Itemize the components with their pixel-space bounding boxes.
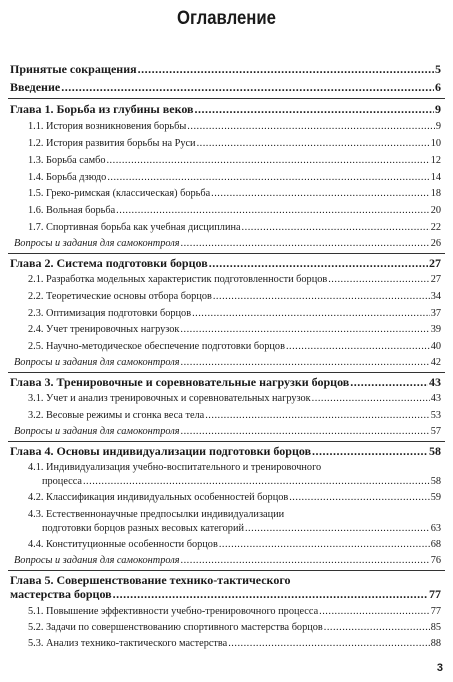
toc-entry-page: 76 (430, 555, 441, 566)
toc-entry-label: Вопросы и задания для самоконтроля (14, 238, 180, 249)
toc-entry-page: 20 (430, 205, 441, 216)
toc-entry-page: 37 (430, 308, 441, 319)
toc-entry-1-5 (0, 188, 453, 200)
toc-entry-label: 2.1. Разработка модельных характеристик подготовленности борцов (28, 274, 328, 285)
dot-leader (116, 205, 430, 217)
toc-entry-label: 2.5. Научно-методическое обеспечение подготовки борцов (28, 341, 285, 352)
toc-entry-label: Принятые сокращения (10, 62, 137, 76)
toc-entry-label: 1.2. История развития борьбы на Руси (28, 138, 196, 149)
dot-leader (61, 80, 434, 94)
toc-entry-page: 12 (430, 155, 441, 166)
toc-entry-page: 26 (430, 238, 441, 249)
toc-chapter-2 (0, 256, 453, 270)
dot-leader (113, 587, 428, 601)
toc-entry-1-3 (0, 155, 453, 167)
toc-entry-page: 5 (435, 62, 441, 76)
dot-leader (209, 256, 428, 270)
dot-leader (195, 102, 434, 116)
toc-chapter-4 (0, 444, 453, 458)
dot-leader (205, 410, 429, 422)
toc-entry-label: 3.2. Весовые режимы и сгонка веса тела (28, 410, 205, 421)
toc-entry-2-5 (0, 341, 453, 353)
toc-entry-label: 2.3. Оптимизация подготовки борцов (28, 308, 192, 319)
toc-entry-page: 57 (430, 426, 441, 437)
toc-entry-1-2 (0, 138, 453, 150)
toc-entry-page: 22 (430, 222, 441, 233)
toc-entry-page: 85 (430, 622, 441, 633)
toc-entry-label-cont: подготовки борцов разных весовых категорий (42, 523, 244, 534)
toc-entry-page: 40 (430, 341, 441, 352)
dot-leader (289, 492, 429, 504)
dot-leader (242, 222, 430, 234)
toc-entry-label: Глава 2. Система подготовки борцов (10, 256, 208, 270)
toc-entry-page: 9 (435, 121, 441, 132)
toc-entry-page: 14 (430, 172, 441, 183)
toc-entry-label: Введение (10, 80, 61, 94)
toc-entry-page: 63 (430, 523, 441, 534)
toc-entry-5-3 (0, 638, 453, 650)
toc-entry-label: Вопросы и задания для самоконтроля (14, 555, 180, 566)
toc-entry-2-1 (0, 274, 453, 286)
dot-leader (106, 155, 429, 167)
dot-leader (181, 238, 430, 250)
dot-leader (181, 357, 430, 369)
divider (8, 372, 445, 373)
dot-leader (312, 393, 430, 405)
toc-entry-page: 58 (430, 476, 441, 487)
toc-entry-5-1 (0, 606, 453, 618)
divider (8, 441, 445, 442)
toc-entry-label: 1.3. Борьба самбо (28, 155, 106, 166)
dot-leader (187, 121, 435, 133)
divider (8, 98, 445, 99)
dot-leader (312, 444, 428, 458)
toc-entry-page: 27 (429, 256, 441, 270)
dot-leader (181, 555, 430, 567)
toc-entry-4-3 (0, 509, 453, 535)
dot-leader (192, 308, 430, 320)
toc-entry-page: 43 (430, 393, 441, 404)
toc-entry-3-1 (0, 393, 453, 405)
toc-entry-page: 77 (429, 587, 441, 601)
toc-entry-2-2 (0, 291, 453, 303)
toc-entry-label: 4.2. Классификация индивидуальных особенностей борцов (28, 492, 289, 503)
divider (8, 570, 445, 571)
dot-leader (107, 172, 429, 184)
toc-entry-label: 1.1. История возникновения борьбы (28, 121, 187, 132)
toc-entry-page: 59 (430, 492, 441, 503)
dot-leader (319, 606, 430, 618)
toc-entry-4-2 (0, 492, 453, 504)
page-number: 3 (436, 662, 443, 674)
toc-chapter-5 (0, 573, 453, 601)
toc-chapter-1 (0, 102, 453, 116)
toc-entry-questions-3 (0, 426, 453, 438)
toc-entry-page: 9 (435, 102, 441, 116)
toc-entry-3-2 (0, 410, 453, 422)
toc-entry-2-3 (0, 308, 453, 320)
toc-entry-2-4 (0, 324, 453, 336)
dot-leader (211, 188, 430, 200)
toc-entry-label: Глава 5. Совершенствование технико-тактического (10, 573, 291, 587)
toc-entry-label: 4.1. Индивидуализация учебно-воспитательного и тренировочного (28, 462, 322, 473)
dot-leader (138, 62, 434, 76)
dot-leader (350, 375, 428, 389)
toc-entry-4-4 (0, 539, 453, 551)
toc-entry-1-4 (0, 172, 453, 184)
toc-entry-4-1 (0, 462, 453, 488)
dot-leader (219, 539, 430, 551)
toc-entry-page: 10 (430, 138, 441, 149)
toc-entry-page: 39 (430, 324, 441, 335)
toc-entry-page: 53 (430, 410, 441, 421)
toc-entry-label: 4.3. Естественнонаучные предпосылки индивидуализации (28, 509, 285, 520)
toc-entry-label-cont: мастерства борцов (10, 587, 112, 601)
toc-entry-page: 58 (429, 444, 441, 458)
dot-leader (324, 622, 430, 634)
toc-entry-label: Вопросы и задания для самоконтроля (14, 426, 180, 437)
toc-entry-label: Вопросы и задания для самоконтроля (14, 357, 180, 368)
page-title: Оглавление (177, 8, 276, 29)
dot-leader (197, 138, 430, 150)
toc-entry-label: Глава 1. Борьба из глубины веков (10, 102, 194, 116)
toc-entry-page: 34 (430, 291, 441, 302)
toc-entry-page: 6 (435, 80, 441, 94)
toc-entry-label: 3.1. Учет и анализ тренировочных и соревновательных нагрузок (28, 393, 311, 404)
toc-entry-page: 42 (430, 357, 441, 368)
toc-entry-1-6 (0, 205, 453, 217)
toc-entry-label: 5.2. Задачи по совершенствованию спортивного мастерства борцов (28, 622, 323, 633)
toc-entry-label: 2.2. Теоретические основы отбора борцов (28, 291, 212, 302)
dot-leader (181, 426, 430, 438)
dot-leader (245, 523, 430, 535)
toc-entry-introduction (0, 80, 453, 94)
toc-entry-1-1 (0, 121, 453, 133)
toc-entry-label-cont: процесса (42, 476, 82, 487)
toc-entry-page: 18 (430, 188, 441, 199)
toc-entry-label: 2.4. Учет тренировочных нагрузок (28, 324, 180, 335)
toc-chapter-3 (0, 375, 453, 389)
toc-entry-label: 5.1. Повышение эффективности учебно-тренировочного процесса (28, 606, 319, 617)
dot-leader (213, 291, 430, 303)
toc-entry-label: 4.4. Конституционные особенности борцов (28, 539, 218, 550)
toc-entry-5-2 (0, 622, 453, 634)
toc-entry-page: 43 (429, 375, 441, 389)
toc-entry-label: 1.7. Спортивная борьба как учебная дисциплина (28, 222, 241, 233)
dot-leader (328, 274, 429, 286)
toc-entry-page: 68 (430, 539, 441, 550)
toc-entry-label: 1.5. Греко-римская (классическая) борьба (28, 188, 211, 199)
toc-entry-questions-4 (0, 555, 453, 567)
toc-entry-1-7 (0, 222, 453, 234)
toc-entry-label: 1.6. Вольная борьба (28, 205, 116, 216)
dot-leader (286, 341, 430, 353)
toc-entry-questions-1 (0, 238, 453, 250)
dot-leader (228, 638, 429, 650)
dot-leader (180, 324, 429, 336)
toc-entry-label: Глава 4. Основы индивидуализации подготовки борцов (10, 444, 312, 458)
toc-entry-abbreviations (0, 62, 453, 76)
toc-entry-questions-2 (0, 357, 453, 369)
dot-leader (83, 476, 430, 488)
toc-entry-label: Глава 3. Тренировочные и соревновательные нагрузки борцов (10, 375, 350, 389)
toc-entry-label: 1.4. Борьба дзюдо (28, 172, 107, 183)
toc-entry-label: 5.3. Анализ технико-тактического мастерства (28, 638, 228, 649)
toc-entry-page: 77 (430, 606, 441, 617)
toc-entry-page: 27 (430, 274, 441, 285)
toc-entry-page: 88 (430, 638, 441, 649)
divider (8, 253, 445, 254)
